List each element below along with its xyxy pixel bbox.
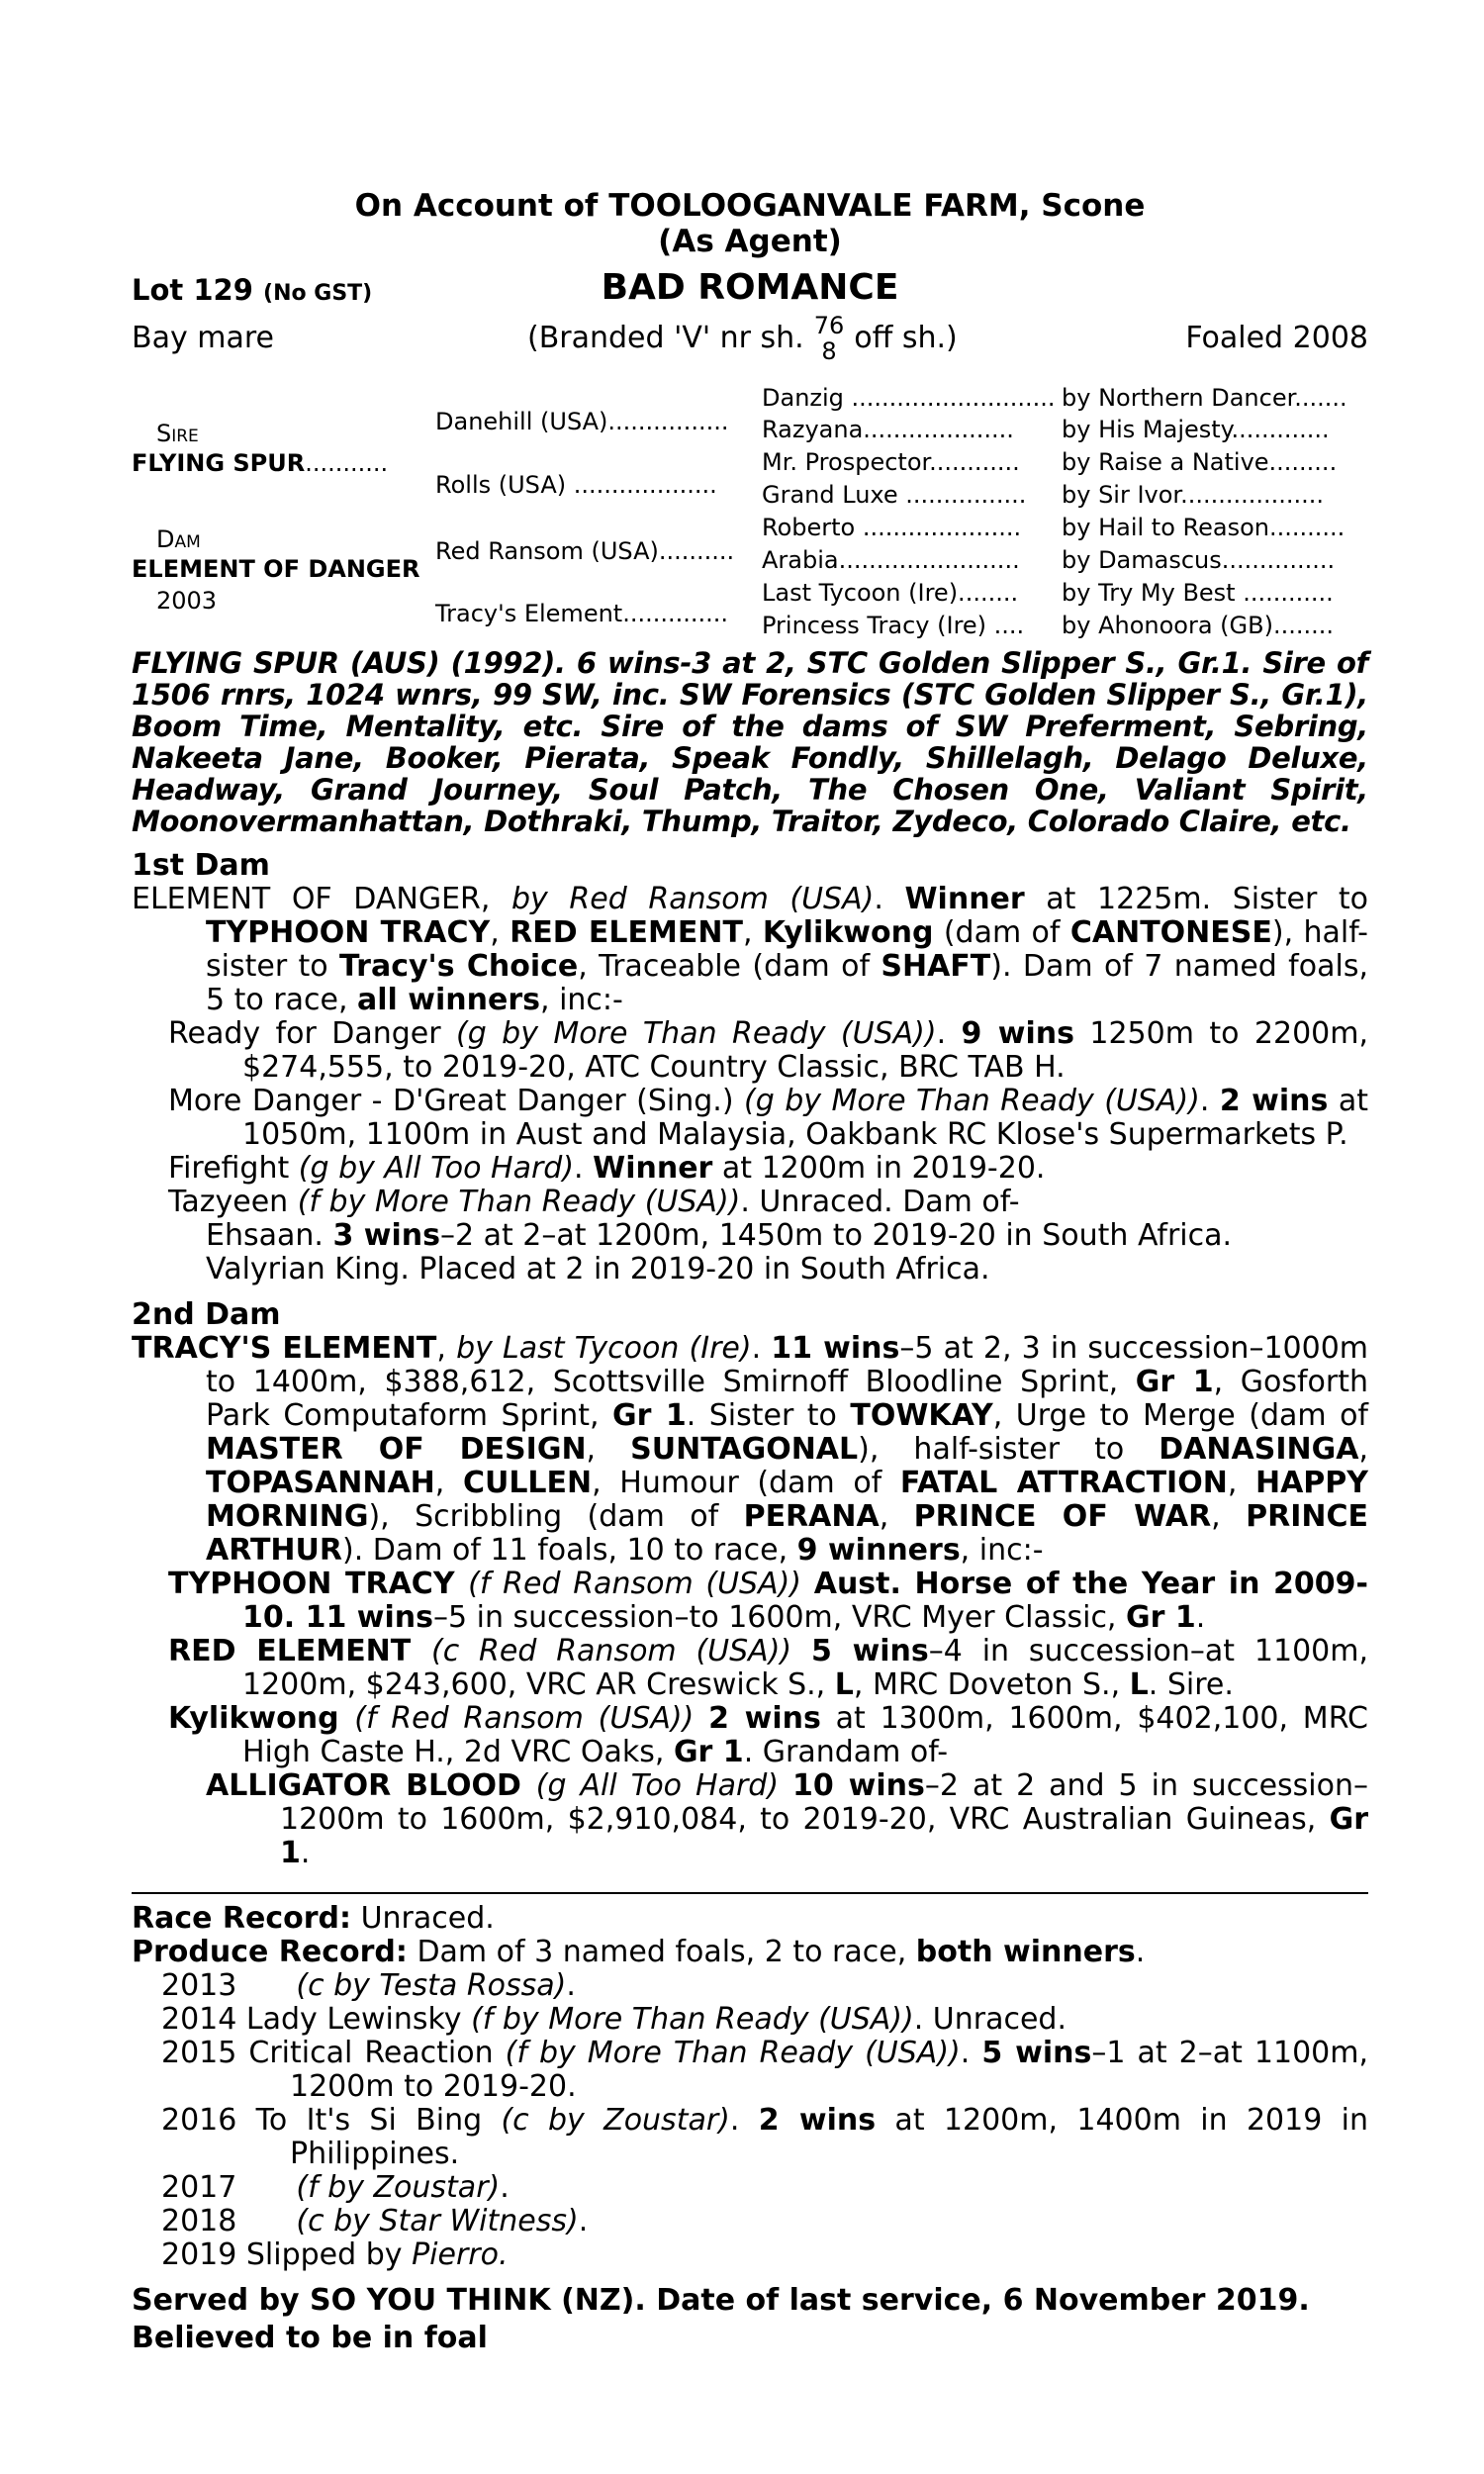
granddam-1: Rolls (USA) ...................	[435, 471, 717, 499]
text-run: , Traceable (dam of	[578, 949, 881, 984]
text-run: ). Dam of 7 named foals, 5 to race,	[206, 949, 1368, 1017]
text-run: –5 in succession–to 1600m, VRC Myer Classic,	[433, 1600, 1127, 1635]
text-run: (g by All Too Hard)	[298, 1151, 575, 1186]
ancestor-sire: by Sir Ivor...................	[1062, 481, 1325, 509]
produce-entry	[132, 2104, 1368, 2171]
text-run: PERANA	[743, 1499, 880, 1534]
text-run: at 1300m, 1600m, $402,100, MRC High Caste H., 2d VRC Oaks,	[242, 1701, 1368, 1769]
sire-name	[132, 449, 388, 477]
text-run: (c by Star Witness)	[296, 2204, 579, 2238]
brand-fraction	[814, 313, 845, 364]
text-run: , Gosforth Park Computaform Sprint,	[206, 1365, 1368, 1433]
text-run: ,	[434, 1466, 463, 1500]
text-run: PRINCE OF WAR	[913, 1499, 1212, 1534]
text-run: MASTER OF DESIGN	[206, 1432, 587, 1467]
text-run: –2 at 2–at 1200m, 1450m to 2019-20 in South Africa.	[439, 1218, 1233, 1253]
dam-label: Dam	[156, 525, 201, 553]
vendor-line	[132, 188, 1368, 259]
divider	[132, 1892, 1368, 1894]
text-run: ,	[586, 1432, 631, 1467]
text-run: Gr 1	[1135, 1365, 1214, 1399]
text-run: 2013	[161, 1968, 297, 2003]
text-run: , Humour (dam of	[592, 1466, 900, 1500]
text-run: (f by More Than Ready (USA))	[505, 2036, 961, 2070]
text-run: CULLEN	[462, 1466, 593, 1500]
text-run: Winner	[593, 1151, 713, 1186]
text-run: Kylikwong	[762, 915, 934, 950]
text-run: L	[1129, 1667, 1149, 1702]
text-run: 10 wins	[792, 1768, 925, 1803]
text-run: Tazyeen	[168, 1185, 298, 1219]
text-run: .	[751, 1331, 772, 1366]
text-run: Race Record:	[132, 1901, 352, 1936]
text-run: , inc:-	[960, 1533, 1044, 1568]
ancestor-sire: by Damascus...............	[1062, 546, 1336, 574]
produce-entry	[132, 1969, 1368, 2003]
text-run: . Sister to	[686, 1398, 851, 1433]
text-run: all winners	[357, 983, 540, 1017]
text-run: TRACY'S ELEMENT	[132, 1331, 437, 1366]
text-run: ,	[1211, 1499, 1247, 1534]
text-run: SHAFT	[881, 949, 991, 984]
text-run: . Sire.	[1148, 1667, 1234, 1702]
second-dam-paragraph	[132, 1332, 1368, 1568]
text-run: FATAL ATTRACTION	[899, 1466, 1228, 1500]
pedigree-table	[132, 384, 1368, 643]
text-run: TOWKAY	[850, 1398, 993, 1433]
lot-number	[132, 273, 372, 307]
ancestor-sire: by Hail to Reason..........	[1062, 514, 1345, 541]
text-run: ALLIGATOR BLOOD	[206, 1768, 536, 1803]
text-run: ). Dam of 11 foals, 10 to race,	[342, 1533, 797, 1568]
produce-entry	[132, 2037, 1368, 2104]
text-run: .	[936, 1016, 962, 1051]
text-run: (g by More Than Ready (USA))	[744, 1084, 1200, 1118]
ancestor: Arabia........................	[762, 546, 1020, 574]
text-run: (f Red Ransom (USA))	[468, 1567, 814, 1601]
text-run: 5 wins	[810, 1634, 929, 1668]
text-run: 2017	[161, 2170, 297, 2205]
foal-entry	[132, 1152, 1368, 1186]
foal-entry	[132, 1186, 1368, 1219]
sire-name-text: FLYING SPUR	[132, 449, 306, 477]
text-run: Ready for Danger	[168, 1016, 456, 1051]
text-run: .	[566, 1968, 576, 2003]
text-run: Produce Record:	[132, 1935, 408, 1969]
lot-row	[132, 267, 1368, 313]
grandfoal-entry	[132, 1219, 1368, 1253]
text-run: HAPPY MORNING	[206, 1466, 1369, 1534]
text-run: 2 wins	[708, 1701, 821, 1736]
sire-label: Sire	[156, 420, 199, 447]
text-run: 1250m to 2200m, $274,555, to 2019-20, ATC Country Classic, BRC TAB H.	[242, 1016, 1369, 1085]
foal-entry	[132, 1017, 1368, 1085]
text-run: 2016 To It's Si Bing	[161, 2103, 502, 2138]
grandfoal-entry	[132, 1769, 1368, 1870]
text-run: 2015 Critical Reaction	[161, 2036, 506, 2070]
text-run: by Last Tycoon (Ire)	[456, 1331, 752, 1366]
dam-name: ELEMENT OF DANGER	[132, 555, 420, 583]
text-run: at 1050m, 1100m in Aust and Malaysia, Oakbank RC Klose's Supermarkets P.	[242, 1084, 1369, 1152]
produce-entry	[132, 2003, 1368, 2037]
text-run: (f Red Ransom (USA))	[354, 1701, 709, 1736]
text-run: .	[578, 2204, 589, 2238]
text-run: ), Scribbling (dam of	[368, 1499, 744, 1534]
text-run: More Danger - D'Great Danger (Sing.)	[168, 1084, 745, 1118]
brand-numerator: 76	[813, 312, 845, 339]
text-run: 2014 Lady Lewinsky	[161, 2002, 472, 2037]
brand-text-c: off sh.)	[854, 321, 958, 355]
text-run: Unraced.	[351, 1901, 495, 1936]
ancestor-sire: by Raise a Native.........	[1062, 448, 1338, 476]
text-run: (c by Testa Rossa)	[296, 1968, 567, 2003]
text-run: Gr 1	[673, 1735, 744, 1769]
text-run: both winners	[915, 1935, 1136, 1969]
text-run: .	[1199, 1084, 1220, 1118]
text-run: Tracy's Choice	[339, 949, 579, 984]
text-run: Dam of 3 named foals, 2 to race,	[407, 1935, 916, 1969]
text-run: –5 at 2, 3 in succession–1000m to 1400m, $388,612, Scottsville Smirnoff Bloodline Sprint,	[206, 1331, 1369, 1399]
produce-entry	[132, 2205, 1368, 2238]
text-run: .	[874, 882, 905, 916]
ancestor: Princess Tracy (Ire) ....	[762, 612, 1025, 639]
first-dam-heading: 1st Dam	[132, 848, 270, 883]
text-run: PRINCE ARTHUR	[206, 1499, 1368, 1568]
text-run: Pierro.	[412, 2237, 509, 2272]
ancestor-sire: by His Majesty.............	[1062, 416, 1330, 443]
produce-entry	[132, 2238, 1368, 2272]
ancestor: Mr. Prospector............	[762, 448, 1020, 476]
text-run: (g by More Than Ready (USA))	[456, 1016, 937, 1051]
text-run: Kylikwong	[168, 1701, 355, 1736]
text-run: 2 wins	[758, 2103, 877, 2138]
text-run: ), half-sister to	[206, 915, 1368, 984]
brand	[527, 313, 1042, 364]
text-run: (f by Zoustar)	[296, 2170, 501, 2205]
text-run: TYPHOON TRACY	[168, 1567, 469, 1601]
text-run: 11 wins	[771, 1331, 900, 1366]
first-dam-paragraph: ELEMENT OF DANGER, by Red Ransom (USA). Winner at 1225m. Sister to TYPHOON TRACY, RED ELEMENT, Kylikwong (dam of CANTONESE), half-sister to Tracy's Choice, Traceable (dam of SHAFT). Dam of 7 named foals, 5 to race, all winners, inc:-	[132, 882, 1369, 1017]
text-run: at 1200m, 1400m in 2019 in Philippines.	[290, 2103, 1368, 2171]
ancestor: Razyana....................	[762, 416, 1014, 443]
foal-entry	[132, 1085, 1368, 1152]
text-run: Gr 1	[612, 1398, 687, 1433]
vendor-agent: (As Agent)	[658, 224, 842, 259]
text-run: –4 in succession–at 1100m, 1200m, $243,600, VRC AR Creswick S.,	[242, 1634, 1369, 1702]
sex-color: Bay mare	[132, 321, 274, 355]
text-run: ,	[1358, 1432, 1368, 1467]
text-run: ,	[1227, 1466, 1255, 1500]
text-run: RED ELEMENT	[510, 915, 743, 950]
ancestor: Roberto .....................	[762, 514, 1022, 541]
text-run: DANASINGA	[1159, 1432, 1359, 1467]
text-run: .	[729, 2103, 759, 2138]
brand-text-a: (Branded 'V' nr sh.	[527, 321, 804, 355]
text-run: at 1200m in 2019-20.	[712, 1151, 1046, 1186]
text-run: Firefight	[168, 1151, 299, 1186]
text-run: by Red Ransom (USA)	[511, 882, 875, 916]
text-run: Valyrian King. Placed at 2 in 2019-20 in South Africa.	[206, 1252, 990, 1286]
text-run: . Grandam of-	[743, 1735, 949, 1769]
brand-denominator: 8	[821, 337, 837, 365]
service-note: Served by SO YOU THINK (NZ). Date of last service, 6 November 2019.	[132, 2283, 1310, 2318]
grandfoal-entry	[132, 1253, 1368, 1286]
text-run: –2 at 2 and 5 in succession–1200m to 1600m, $2,910,084, to 2019-20, VRC Australian Guineas,	[280, 1768, 1369, 1837]
text-run: , inc:-	[540, 983, 623, 1017]
horse-name: BAD ROMANCE	[601, 267, 899, 308]
description-row	[132, 313, 1368, 384]
text-run: CANTONESE	[1069, 915, 1272, 950]
text-run: , MRC Doveton S.,	[853, 1667, 1130, 1702]
produce-entry	[132, 2171, 1368, 2205]
text-run: Winner	[904, 882, 1025, 916]
text-run: ), half-sister to	[858, 1432, 1159, 1467]
in-foal-note: Believed to be in foal	[132, 2321, 488, 2355]
text-run: ,	[879, 1499, 914, 1534]
foaled-year: Foaled 2008	[1185, 321, 1368, 355]
foal-entry	[132, 1702, 1368, 1769]
text-run: at 1225m. Sister to	[1024, 882, 1369, 916]
text-run: 2019 Slipped by	[161, 2237, 413, 2272]
ancestor: Last Tycoon (Ire)........	[762, 579, 1019, 607]
text-run: , Urge to Merge (dam of	[992, 1398, 1368, 1433]
text-run: Gr 1	[280, 1802, 1368, 1870]
text-run: SUNTAGONAL	[630, 1432, 859, 1467]
text-run: 3 wins	[332, 1218, 440, 1253]
grandsire-2: Red Ransom (USA)..........	[435, 537, 735, 565]
text-run: .	[574, 1151, 594, 1186]
ancestor-sire: by Try My Best ............	[1062, 579, 1334, 607]
vendor-name: On Account of TOOLOOGANVALE FARM, Scone	[354, 188, 1146, 224]
gst-note: (No GST)	[263, 281, 373, 306]
ancestor-sire: by Northern Dancer.......	[1062, 384, 1347, 412]
text-run: L	[834, 1667, 854, 1702]
text-run: –1 at 2–at 1100m, 1200m to 2019-20.	[290, 2036, 1369, 2104]
ancestor-sire: by Ahonoora (GB)........	[1062, 612, 1334, 639]
foal-entry	[132, 1568, 1368, 1635]
text-run: Ehsaan.	[206, 1218, 333, 1253]
text-run: 2 wins	[1219, 1084, 1329, 1118]
ancestor: Grand Luxe ................	[762, 481, 1027, 509]
text-run: (g All Too Hard)	[535, 1768, 793, 1803]
text-run: TYPHOON TRACY	[206, 915, 491, 950]
text-run: TOPASANNAH	[206, 1466, 435, 1500]
text-run: (dam of	[933, 915, 1070, 950]
text-run: Aust. Horse of the Year in 2009-10. 11 wins	[242, 1567, 1369, 1635]
text-run: .	[1195, 1600, 1206, 1635]
text-run: 9 wins	[961, 1016, 1074, 1051]
ancestor: Danzig ...........................	[762, 384, 1056, 412]
text-run: 5 wins	[981, 2036, 1092, 2070]
lot-label: Lot 129	[132, 273, 253, 307]
text-run: ,	[436, 1331, 457, 1366]
text-run: .	[1135, 1935, 1146, 1969]
granddam-2: Tracy's Element..............	[435, 600, 729, 627]
sire-summary: FLYING SPUR (AUS) (1992). 6 wins-3 at 2, STC Golden Slipper S., Gr.1. Sire of 1506 rnrs, 1024 wnrs, 99 SW, inc. SW Forensics (STC Golden Slipper S., Gr.1), Boom Time, Mentality, etc. Sire of the dams of SW Preferment, Sebring, Nakeeta Jane, Booker, Pierata, Speak Fondly, Shillelagh, Delago Deluxe, Headway, Grand Journey, Soul Patch, The Chosen One, Valiant Spirit, Moonovermanhattan, Dothraki, Thump, Traitor, Zydeco, Colorado Claire, etc.	[132, 646, 1368, 838]
text-run: .	[300, 1836, 311, 1870]
text-run: Gr 1	[1126, 1600, 1196, 1635]
produce-record	[132, 1936, 1368, 1969]
text-run: (c by Zoustar)	[501, 2103, 730, 2138]
catalogue-page	[132, 188, 1368, 2357]
text-run: .	[960, 2036, 982, 2070]
text-run: (f by More Than Ready (USA))	[471, 2002, 914, 2037]
grandsire-1: Danehill (USA)................	[435, 408, 729, 435]
text-run: (f by More Than Ready (USA))	[297, 1185, 741, 1219]
dam-year: 2003	[156, 587, 218, 615]
race-record	[132, 1902, 1368, 1936]
text-run: (c Red Ransom (USA))	[431, 1634, 811, 1668]
text-run: . Unraced. Dam of-	[740, 1185, 1020, 1219]
text-run: RED ELEMENT	[168, 1634, 431, 1668]
second-dam-heading: 2nd Dam	[132, 1297, 281, 1332]
text-run: 2018	[161, 2204, 297, 2238]
text-run: . Unraced.	[913, 2002, 1067, 2037]
text-run: .	[500, 2170, 510, 2205]
foal-entry	[132, 1635, 1368, 1702]
sire-dots: ...........	[305, 449, 389, 477]
text-run: 9 winners	[796, 1533, 961, 1568]
text-run: ELEMENT OF DANGER,	[132, 882, 512, 916]
